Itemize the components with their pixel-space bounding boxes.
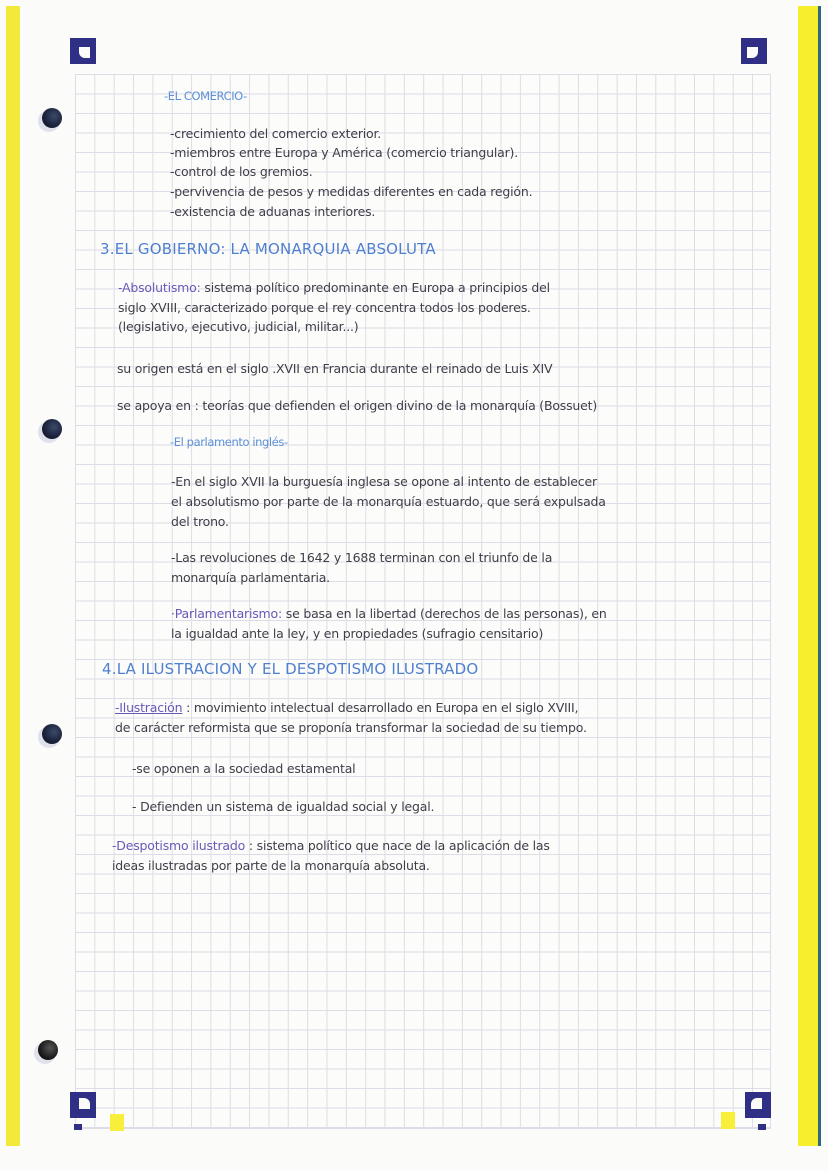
ilustracion-point: - Defienden un sistema de igualdad social y legal.: [132, 799, 435, 814]
despotismo-text: : sistema político que nace de la aplicación de las: [245, 838, 550, 853]
parlamentarismo-line-2: la igualdad ante la ley, y en propiedades (sufragio censitario): [171, 626, 544, 641]
parlamento-ingles-heading: -El parlamento inglés-: [170, 435, 288, 449]
comercio-item: -pervivencia de pesos y medidas diferentes en cada región.: [170, 184, 533, 199]
comercio-item: -crecimiento del comercio exterior.: [170, 126, 382, 141]
parlamentarismo-term: ·Parlamentarismo:: [171, 606, 282, 621]
absolutismo-term: -Absolutismo:: [118, 280, 201, 295]
section-3-heading: 3.EL GOBIERNO: LA MONARQUIA ABSOLUTA: [100, 240, 436, 258]
absolutismo-line-2: siglo XVIII, caracterizado porque el rey concentra todos los poderes.: [118, 300, 531, 315]
ilustracion-term: -Ilustración: [115, 700, 183, 715]
parlamentarismo-definition: [171, 606, 607, 621]
parlamentarismo-text: se basa en la libertad (derechos de las personas), en: [282, 606, 607, 621]
parlamento-paragraph-2-line-1: -Las revoluciones de 1642 y 1688 terminan con el triunfo de la: [171, 550, 553, 565]
parlamento-paragraph-1-line-1: -En el siglo XVII la burguesía inglesa se opone al intento de establecer: [171, 474, 597, 489]
absolutismo-line-3: (legislativo, ejecutivo, judicial, militar...): [118, 319, 359, 334]
absolutismo-text: sistema político predominante en Europa a principios del: [200, 280, 550, 295]
apoyo-text: se apoya en : teorías que defienden el origen divino de la monarquía (Bossuet): [117, 398, 598, 413]
ilustracion-definition: [115, 700, 578, 715]
comercio-item: -existencia de aduanas interiores.: [170, 204, 376, 219]
comercio-heading: -EL COMERCIO-: [164, 89, 247, 103]
ilustracion-text: : movimiento intelectual desarrollado en Europa en el siglo XVIII,: [182, 700, 579, 715]
parlamento-paragraph-2-line-2: monarquía parlamentaria.: [171, 570, 330, 585]
absolutismo-definition: [118, 280, 550, 295]
parlamento-paragraph-1-line-3: del trono.: [171, 514, 229, 529]
despotismo-definition: [112, 838, 550, 853]
comercio-item: -control de los gremios.: [170, 164, 313, 179]
parlamento-paragraph-1-line-2: el absolutismo por parte de la monarquía estuardo, que será expulsada: [171, 494, 606, 509]
despotismo-term: -Despotismo ilustrado: [112, 838, 246, 853]
origen-text: su origen está en el siglo .XVII en Francia durante el reinado de Luis XIV: [117, 361, 553, 376]
ilustracion-line-2: de carácter reformista que se proponía transformar la sociedad de su tiempo.: [115, 720, 587, 735]
despotismo-line-2: ideas ilustradas por parte de la monarquía absoluta.: [112, 858, 430, 873]
section-4-heading: 4.LA ILUSTRACION Y EL DESPOTISMO ILUSTRADO: [102, 660, 479, 678]
ilustracion-point: -se oponen a la sociedad estamental: [132, 761, 356, 776]
comercio-item: -miembros entre Europa y América (comercio triangular).: [170, 145, 518, 160]
